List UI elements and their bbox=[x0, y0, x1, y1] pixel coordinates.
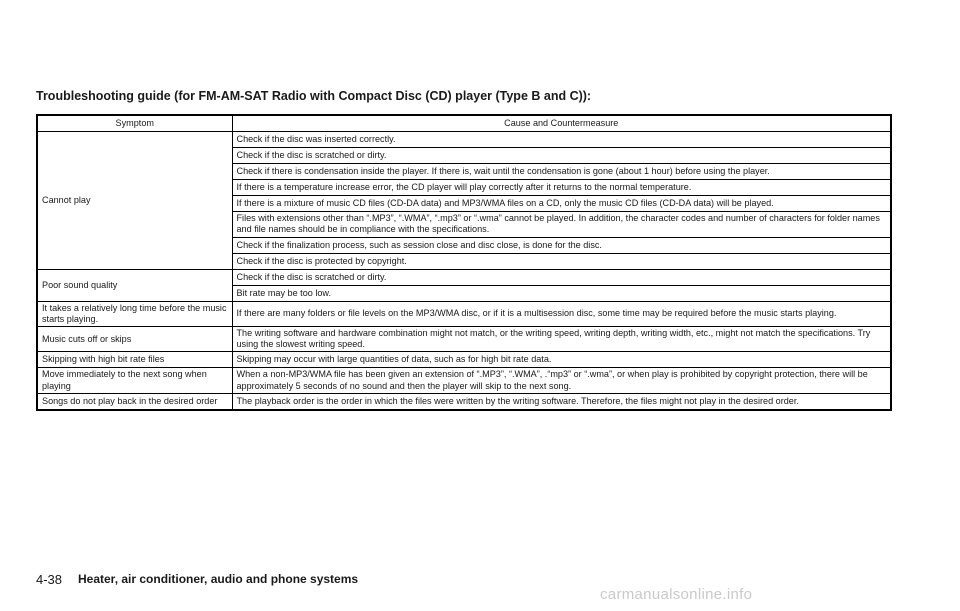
table-row bbox=[37, 352, 891, 368]
cause-cell: When a non-MP3/WMA file has been given an extension of “.MP3”, “.WMA”, .“mp3” or “.wma”, or when play is prohibited by copyright protection, there will be approximately 5 seconds of no sound and then the player will skip to the next song. bbox=[232, 368, 891, 393]
cause-cell: Check if there is condensation inside the player. If there is, wait until the condensation is gone (about 1 hour) before using the player. bbox=[232, 164, 891, 180]
cause-cell: Check if the disc was inserted correctly. bbox=[232, 132, 891, 148]
page-number: 4-38 bbox=[36, 572, 63, 587]
symptom-column-header: Symptom bbox=[37, 115, 232, 132]
table-row bbox=[37, 393, 891, 410]
table-row bbox=[37, 269, 891, 285]
symptom-cell: Poor sound quality bbox=[37, 269, 232, 301]
section-title: Heater, air conditioner, audio and phone systems bbox=[78, 572, 359, 586]
cause-cell: If there is a mixture of music CD files (CD-DA data) and MP3/WMA files on a CD, only the music CD files (CD-DA data) will be played. bbox=[232, 196, 891, 212]
cause-cell: If there is a temperature increase error, the CD player will play correctly after it returns to the normal temperature. bbox=[232, 180, 891, 196]
cause-cell: The playback order is the order in which the files were written by the writing software. Therefore, the files might not play in the desired order. bbox=[232, 393, 891, 410]
table-row bbox=[37, 327, 891, 352]
troubleshooting-table bbox=[36, 114, 892, 411]
cause-cell: Check if the disc is scratched or dirty. bbox=[232, 148, 891, 164]
symptom-cell: Move immediately to the next song when playing bbox=[37, 368, 232, 393]
cause-cell: Check if the disc is protected by copyright. bbox=[232, 253, 891, 269]
symptom-cell: Cannot play bbox=[37, 132, 232, 269]
cause-cell: Check if the disc is scratched or dirty. bbox=[232, 269, 891, 285]
table-row bbox=[37, 132, 891, 148]
cause-cell: If there are many folders or file levels on the MP3/WMA disc, or if it is a multisession disc, some time may be required before the music starts playing. bbox=[232, 301, 891, 326]
symptom-cell: Music cuts off or skips bbox=[37, 327, 232, 352]
table-header-row bbox=[37, 115, 891, 132]
cause-cell: Bit rate may be too low. bbox=[232, 285, 891, 301]
table-row bbox=[37, 301, 891, 326]
table-row bbox=[37, 368, 891, 393]
cause-cell: Files with extensions other than “.MP3”, “.WMA”, “.mp3” or “.wma” cannot be played. In addition, the character codes and number of characters for folder names and file names should be in compliance with the specifications. bbox=[232, 212, 891, 237]
symptom-cell: Skipping with high bit rate files bbox=[37, 352, 232, 368]
symptom-cell: Songs do not play back in the desired order bbox=[37, 393, 232, 410]
cause-cell: Skipping may occur with large quantities of data, such as for high bit rate data. bbox=[232, 352, 891, 368]
cause-cell: Check if the finalization process, such as session close and disc close, is done for the disc. bbox=[232, 237, 891, 253]
page-heading: Troubleshooting guide (for FM-AM-SAT Radio with Compact Disc (CD) player (Type B and C)): bbox=[36, 89, 592, 103]
table-body bbox=[37, 132, 891, 410]
cause-cell: The writing software and hardware combination might not match, or the writing speed, writing depth, writing width, etc., might not match the specifications. Try using the slowest writing speed. bbox=[232, 327, 891, 352]
cause-column-header: Cause and Countermeasure bbox=[232, 115, 891, 132]
watermark: carmanualsonline.info bbox=[600, 586, 753, 603]
symptom-cell: It takes a relatively long time before the music starts playing. bbox=[37, 301, 232, 326]
